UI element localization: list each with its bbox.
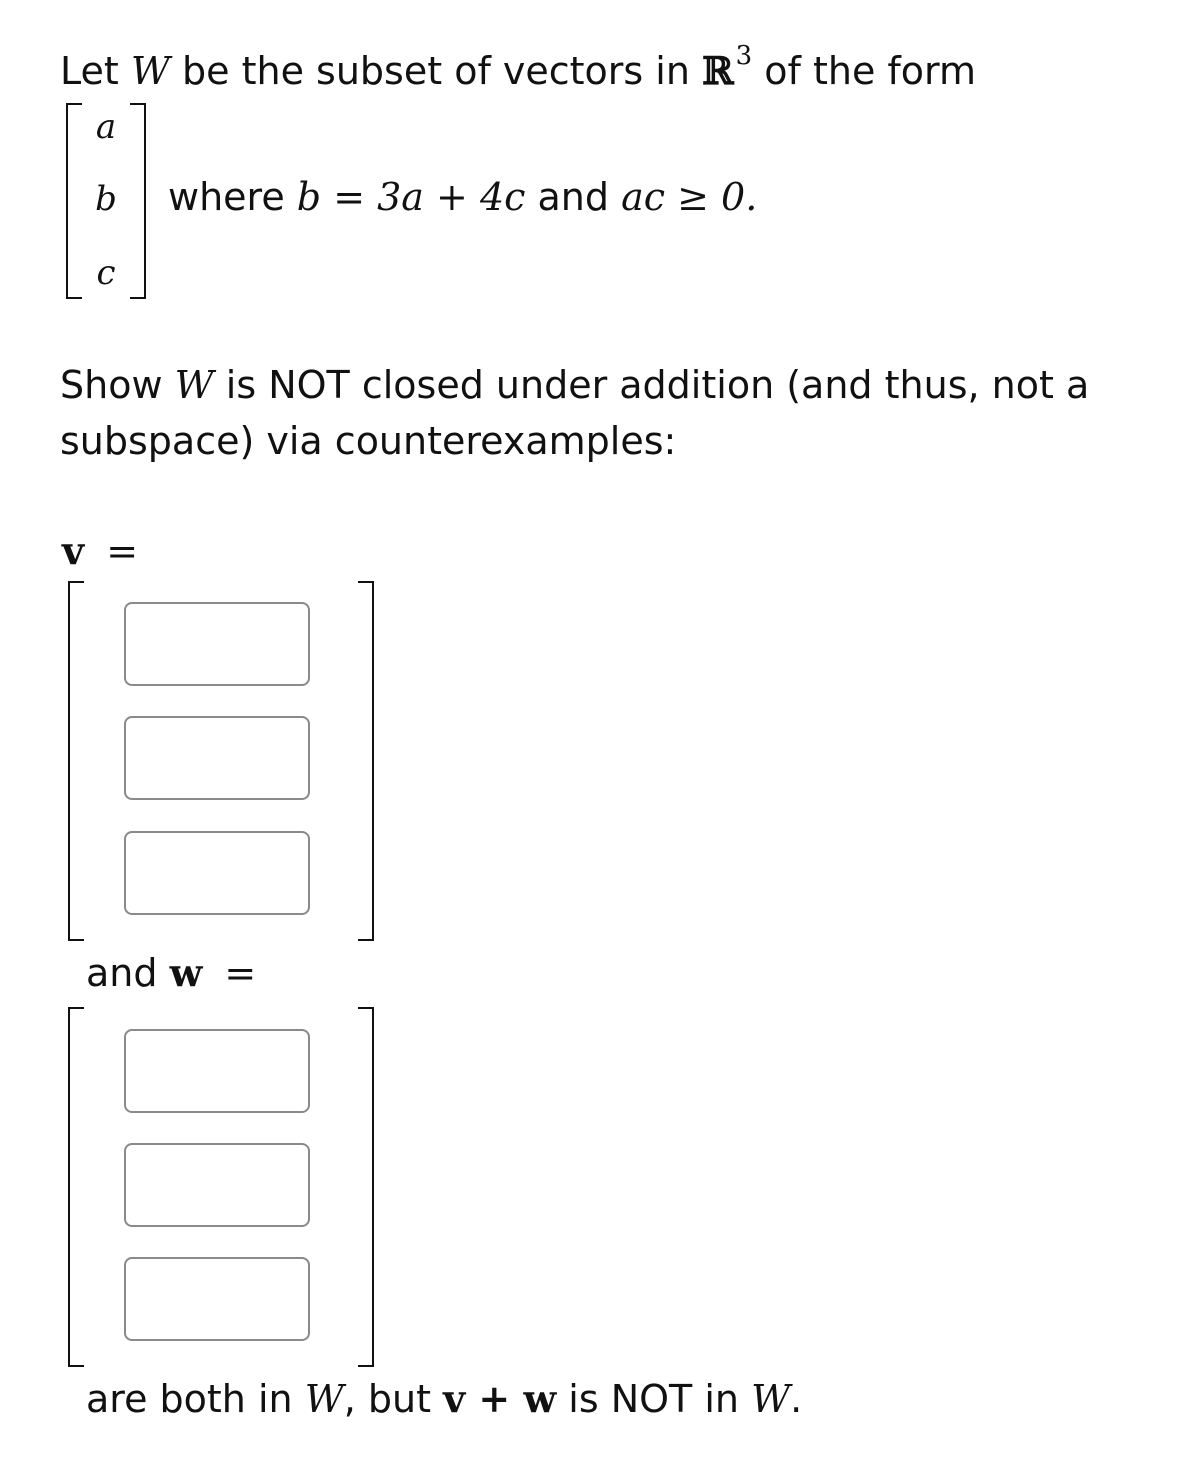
w-entry-3-input[interactable] [124,1257,310,1341]
text-where: where [168,175,297,219]
v-entry-1-input[interactable] [124,602,310,686]
vector-entry-c: c [96,253,116,293]
instruction-line-1 [60,362,1089,408]
real-numbers-symbol: ℝ [702,48,734,93]
equation-b: b = 3a + 4c [296,175,526,219]
text-and: and [525,175,622,219]
vector-entry-b: b [95,179,117,219]
conclusion-text [86,1376,802,1422]
text-show: Show [60,363,175,407]
v-entry-3-input[interactable] [124,831,310,915]
instruction-line-2: subspace) via counterexamples: [60,419,677,463]
text-let: Let [60,49,131,93]
vector-sum: v + w [443,1376,557,1421]
w-bracket-right [358,1007,374,1367]
set-W: W [174,363,214,407]
condition-text [168,174,757,220]
v-entry-2-input[interactable] [124,716,310,800]
text-and: and [86,951,170,995]
vector-entry-a: a [95,107,117,147]
vector-w-symbol: w [169,950,203,995]
text-both-in: are both in [86,1377,305,1421]
text-not-in: is NOT in [556,1377,752,1421]
period: . [790,1377,803,1421]
text-subset: be the subset of vectors in [169,49,703,93]
w-entry-2-input[interactable] [124,1143,310,1227]
v-bracket-left [68,581,84,941]
set-W: W [751,1377,791,1421]
text-of-the-form: of the form [752,49,976,93]
problem-line-1 [60,41,976,99]
definition-vector [66,103,146,299]
set-W: W [304,1377,344,1421]
equals-sign: = [224,951,257,995]
vector-v-symbol: v [62,528,85,573]
w-entry-1-input[interactable] [124,1029,310,1113]
w-bracket-left [68,1007,84,1367]
inequality-ac: ac ≥ 0. [621,175,758,219]
set-W: W [130,49,170,93]
w-label [86,950,256,996]
v-bracket-right [358,581,374,941]
equals-sign: = [106,529,139,573]
v-label [62,528,138,574]
exponent: 3 [735,41,753,71]
text-but: , but [343,1377,444,1421]
text-not-closed: is NOT closed under addition (and thus, not a [213,363,1090,407]
